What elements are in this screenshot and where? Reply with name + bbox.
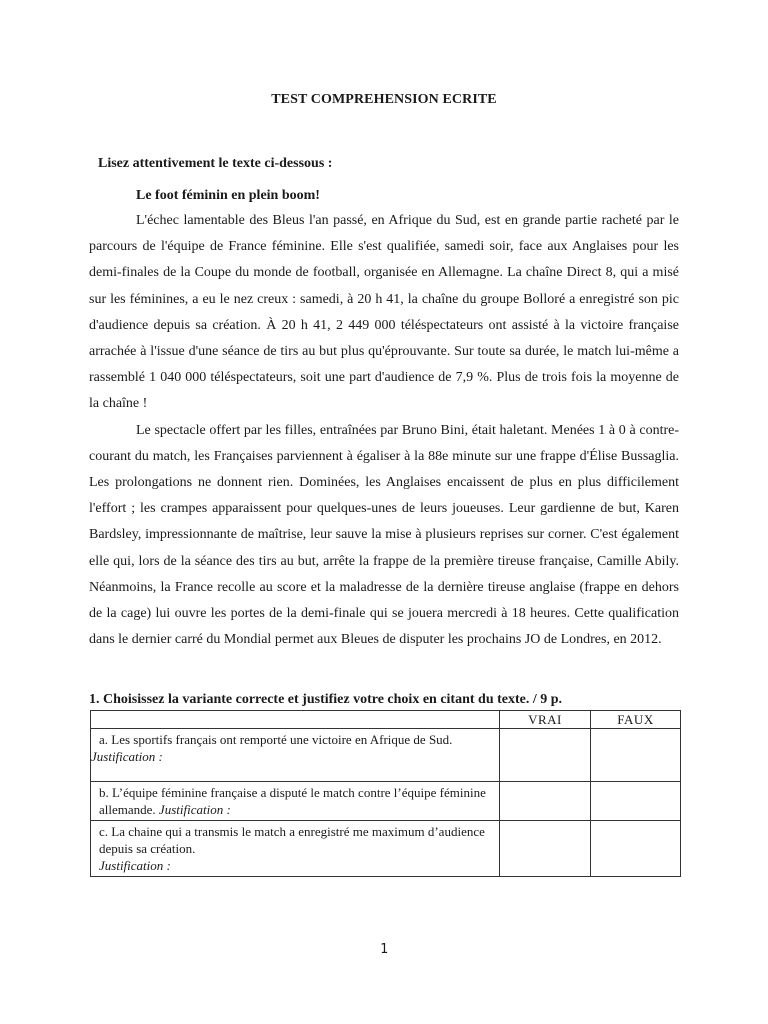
statement-cell xyxy=(91,821,500,877)
true-answer-cell[interactable] xyxy=(500,782,591,821)
false-answer-cell[interactable] xyxy=(591,782,681,821)
true-answer-cell[interactable] xyxy=(500,729,591,782)
article-body xyxy=(89,208,679,653)
table-header-row xyxy=(91,711,681,729)
table-row xyxy=(91,729,681,782)
page-number: 1 xyxy=(380,942,388,957)
false-answer-cell[interactable] xyxy=(591,821,681,877)
true-answer-cell[interactable] xyxy=(500,821,591,877)
statement-text: c. La chaine qui a transmis le match a enregistré me maximum d’audience depuis sa création. xyxy=(99,824,485,856)
header-false: FAUX xyxy=(591,711,681,729)
article-paragraph-2: Le spectacle offert par les filles, entraînées par Bruno Bini, était haletant. Menées 1 à 0 à contre-courant du match, les Françaises parviennent à égaliser à la 88e minute sur une frappe d'Élise Bussaglia. Les prolongations ne donnent rien. Dominées, les Anglaises encaissent de plus en plus difficilement l'effort ; les crampes apparaissent pour quelques-unes de leurs joueuses. Leur gardienne de but, Karen Bardsley, impressionnante de maîtrise, leur sauve la mise à plusieurs reprises sur corner. C'est également elle qui, lors de la séance des tirs au but, arrête la frappe de la première tireuse française, Camille Abily. Néanmoins, la France recolle au score et la maladresse de la dernière tireuse anglaise (frappe en dehors de la cage) lui ouvre les portes de la demi-finale qui se jouera mercredi à 18 heures. Cette qualification dans le dernier carré du Mondial permet aux Bleues de disputer les prochains JO de Londres, en 2012. xyxy=(89,422,679,648)
statement-cell xyxy=(91,729,500,782)
table-row xyxy=(91,782,681,821)
header-statement-cell xyxy=(91,711,500,729)
true-false-table xyxy=(90,710,681,877)
justification-label: Justification : xyxy=(99,858,171,873)
article-paragraph-1: L'échec lamentable des Bleus l'an passé, en Afrique du Sud, est en grande partie racheté par le parcours de l'équipe de France féminine. Elle s'est qualifiée, samedi soir, face aux Anglaises pour les demi-finales de la Coupe du monde de football, organisée en Allemagne. La chaîne Direct 8, qui a misé sur les féminines, a eu le nez creux : samedi, à 20 h 41, la chaîne du groupe Bolloré a enregistré son pic d'audience depuis sa création. À 20 h 41, 2 449 000 téléspectateurs ont assisté à la victoire française arrachée à l'issue d'une séance de tirs au but plus qu'éprouvante. Sur toute sa durée, le match lui-même a rassemblé 1 040 000 téléspectateurs, soit une part d'audience de 7,9 %. Plus de trois fois la moyenne de la chaîne ! xyxy=(89,213,679,412)
table-row xyxy=(91,821,681,877)
statement-text: a. Les sportifs français ont remporté une victoire en Afrique de Sud. xyxy=(99,732,453,747)
justification-label: Justification : xyxy=(91,749,163,764)
statement-cell xyxy=(91,782,500,821)
statement-text: b. L’équipe féminine française a disputé le match contre l’équipe féminine allemande. xyxy=(99,785,486,817)
exercise-question: 1. Choisissez la variante correcte et justifiez votre choix en citant du texte. / 9 p. xyxy=(89,692,563,707)
document-title: TEST COMPREHENSION ECRITE xyxy=(271,92,497,107)
header-true: VRAI xyxy=(500,711,591,729)
reading-instruction: Lisez attentivement le texte ci-dessous : xyxy=(98,156,333,171)
article-title: Le foot féminin en plein boom! xyxy=(136,188,320,203)
false-answer-cell[interactable] xyxy=(591,729,681,782)
justification-label: Justification : xyxy=(158,802,231,817)
